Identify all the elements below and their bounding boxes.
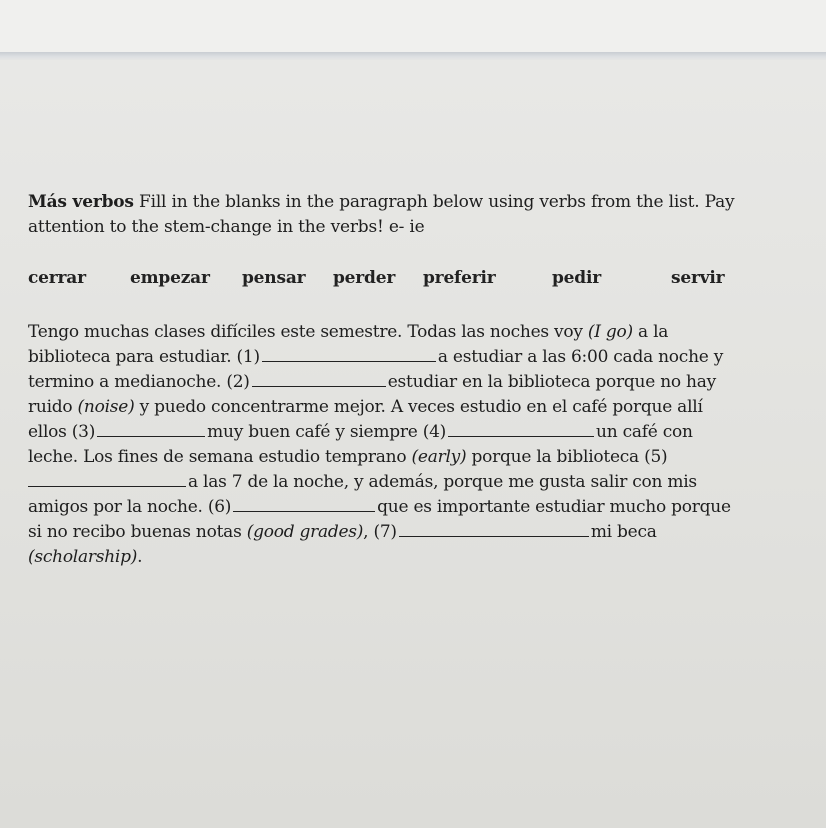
text: termino a medianoche. (2) (28, 372, 250, 392)
paragraph-line (28, 395, 703, 420)
verb-item: perder (333, 268, 396, 288)
text: muy buen café y siempre (4) (207, 422, 447, 442)
blank-3[interactable] (97, 420, 205, 437)
blank-7[interactable] (399, 520, 589, 537)
text: que es importante estudiar mucho porque (377, 497, 731, 517)
instructions-text-1: Fill in the blanks in the paragraph below using verbs from the list. Pay (133, 192, 735, 212)
blank-5[interactable] (28, 470, 186, 487)
text: un café con (596, 422, 693, 442)
paragraph-line (28, 470, 697, 495)
verb-item: empezar (130, 268, 210, 288)
text: , (7) (363, 522, 397, 542)
text: biblioteca para estudiar. (1) (28, 347, 260, 367)
paragraph-line (28, 345, 723, 370)
text: si no recibo buenas notas (28, 522, 247, 542)
verb-item: pedir (552, 268, 602, 288)
text: ruido (28, 397, 78, 417)
blank-6[interactable] (233, 495, 375, 512)
text: a la (632, 322, 669, 342)
paragraph-line (28, 420, 693, 445)
paragraph-line (28, 320, 668, 345)
verb-item: pensar (242, 268, 306, 288)
text: Tengo muchas clases difíciles este semestre. Todas las noches voy (28, 322, 588, 342)
verb-item: servir (671, 268, 725, 288)
instructions (28, 190, 808, 240)
text: a estudiar a las 6:00 cada noche y (437, 347, 724, 367)
text: . (137, 547, 143, 567)
screen-top-rule (0, 52, 826, 60)
blank-1[interactable] (262, 345, 436, 362)
paragraph-line (28, 370, 716, 395)
screen-top-band (0, 0, 826, 52)
instructions-line-2: attention to the stem-change in the verbs! e- ie (28, 217, 425, 237)
text-italic: (good grades) (246, 522, 364, 542)
text: estudiar en la biblioteca porque no hay (387, 372, 716, 392)
paragraph-line (28, 445, 667, 470)
paragraph-line (28, 495, 731, 520)
text: ellos (3) (28, 422, 96, 442)
paragraph-line (28, 520, 657, 545)
text-italic: (noise) (77, 397, 135, 417)
text: porque la biblioteca (5) (466, 447, 668, 467)
text: amigos por la noche. (6) (28, 497, 232, 517)
text: y puedo concentrarme mejor. A veces estudio en el café porque allí (134, 397, 703, 417)
text: mi beca (590, 522, 657, 542)
paragraph-line (28, 545, 142, 570)
text-italic: (scholarship) (28, 547, 138, 567)
verb-item: cerrar (28, 268, 86, 288)
text: a las 7 de la noche, y además, porque me gusta salir con mis (188, 472, 697, 492)
instructions-line-1 (28, 190, 808, 215)
blank-4[interactable] (448, 420, 594, 437)
verb-item: preferir (423, 268, 496, 288)
blank-2[interactable] (252, 370, 386, 387)
text-italic: (early) (411, 447, 467, 467)
instructions-title: Más verbos (28, 192, 134, 212)
text-italic: (I go) (587, 322, 633, 342)
text: leche. Los fines de semana estudio temprano (28, 447, 412, 467)
